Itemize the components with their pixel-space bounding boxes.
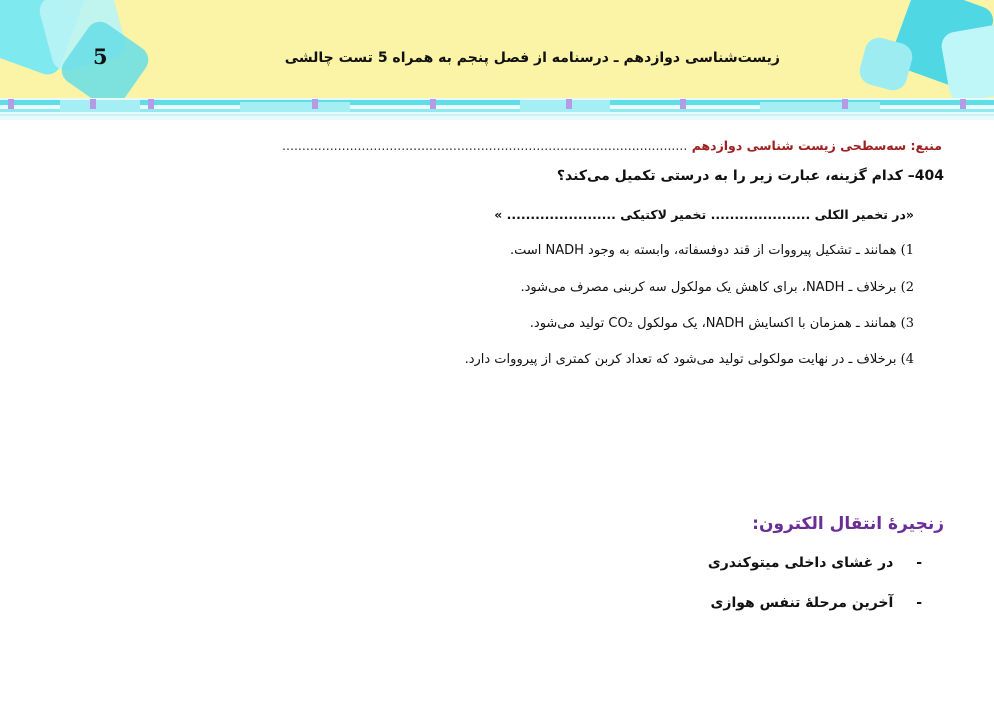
source-line <box>282 138 942 153</box>
option-number: 1) <box>900 243 914 258</box>
header-title: زیست‌شناسی دوازدهم ـ درسنامه از فصل پنجم به همراه 5 تست چالشی <box>284 50 780 66</box>
option-3 <box>530 316 914 331</box>
question-blank-statement: «در تخمیر الکلی ..................... تخمیر لاکتیکی ....................... » <box>494 207 914 222</box>
bullet-item <box>708 555 922 571</box>
header-stripe <box>0 98 994 120</box>
page-header <box>0 0 994 100</box>
option-text: همانند ـ همزمان با اکسایش NADH، یک مولکول CO₂ تولید می‌شود. <box>529 316 897 331</box>
option-number: 2) <box>900 280 914 295</box>
bullet-marker: - <box>916 555 922 571</box>
bullet-item <box>711 595 922 611</box>
source-dots: ...................................................................................................... <box>282 138 688 153</box>
bullet-marker: - <box>916 595 922 611</box>
option-2 <box>520 280 914 295</box>
option-number: 4) <box>900 352 914 367</box>
option-number: 3) <box>900 316 914 331</box>
bullet-text: در غشای داخلی میتوکندری <box>707 555 894 571</box>
page-number: 5 <box>93 44 108 69</box>
option-text: برخلاف ـ NADH، برای کاهش یک مولکول سه کربنی مصرف می‌شود. <box>520 280 897 295</box>
question-text: 404– کدام گزینه، عبارت زیر را به درستی تکمیل می‌کند؟ <box>556 168 944 184</box>
source-label: منبع: سه‌سطحی زیست شناسی دوازدهم <box>691 138 942 153</box>
section-heading: زنجیرۀ انتقال الکترون: <box>752 514 944 534</box>
decorative-shape <box>939 22 994 100</box>
option-1 <box>510 243 914 258</box>
option-text: برخلاف ـ در نهایت مولکولی تولید می‌شود که تعداد کربن کمتری از پیرووات دارد. <box>464 352 897 367</box>
option-text: همانند ـ تشکیل پیرووات از قند دوفسفاته، وابسته به وجود NADH است. <box>509 243 897 258</box>
bullet-text: آخرین مرحلۀ تنفس هوازی <box>710 595 894 611</box>
option-4 <box>465 352 914 367</box>
